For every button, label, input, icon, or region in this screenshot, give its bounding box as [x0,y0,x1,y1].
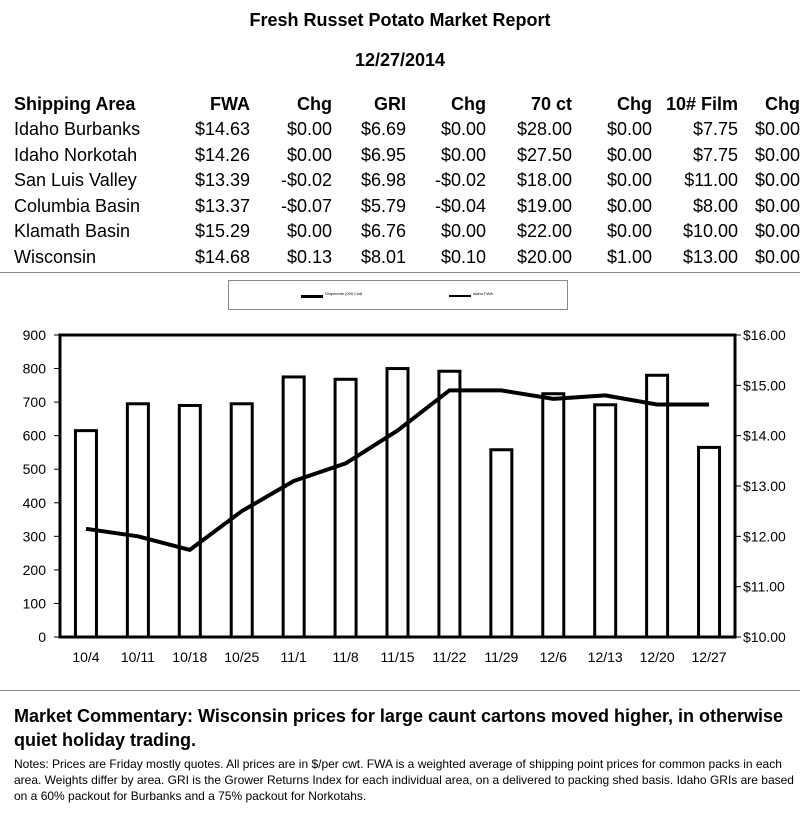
table-cell: $14.63 [194,119,250,140]
x-axis-tick-label: 12/20 [639,649,675,665]
shipments-bar [231,404,252,637]
report-date: 12/27/2014 [354,50,446,70]
table-cell: $0.00 [606,195,652,216]
header-10film-chg: Chg [765,94,800,114]
shipments-bar [543,394,564,637]
header-gri-chg: Chg [451,94,486,114]
table-cell: $5.79 [360,195,406,216]
table-cell: $7.75 [692,144,738,165]
table-cell: Wisconsin [14,246,97,267]
x-axis-tick-label: 11/1 [280,649,307,665]
table-cell: $0.00 [440,221,486,242]
report-title: Fresh Russet Potato Market Report [249,10,551,30]
right-axis-tick-label: $15.00 [743,377,786,394]
x-axis-tick-label: 10/11 [120,649,155,665]
table-cell: Columbia Basin [14,195,141,216]
left-axis-tick-label: 900 [22,327,46,343]
table-cell: $0.00 [754,221,800,242]
table-cell: $0.00 [754,119,800,140]
legend-swatch-idaho-fwa [449,295,471,297]
table-cell: $0.00 [286,119,332,140]
shipments-bar [127,404,148,637]
table-cell: San Luis Valley [14,170,137,191]
x-axis-tick-label: 11/29 [484,649,519,665]
table-row [14,168,800,194]
right-axis-tick-label: $10.00 [743,629,786,645]
table-cell: $0.00 [754,144,800,165]
table-cell: $7.75 [692,119,738,140]
shipments-bar [439,371,460,637]
header-shipping-area: Shipping Area [14,94,136,114]
right-axis-tick-label: $12.00 [743,528,786,545]
table-cell: Klamath Basin [14,221,131,242]
table-cell: -$0.04 [434,195,486,216]
table-row [14,194,800,220]
left-axis-tick-label: 700 [22,394,46,411]
legend-label-shipments: Shipments (000 Cwt) [325,291,363,296]
shipments-bar [595,405,616,637]
table-cell: $0.10 [440,246,486,267]
table-cell: -$0.07 [280,195,332,216]
shipments-bar [283,377,304,637]
shipments-bar [491,450,512,637]
table-row [14,219,800,245]
table-cell: $6.76 [360,221,406,242]
price-table [14,92,800,270]
table-cell: $8.01 [360,246,406,267]
divider-top [0,272,800,273]
market-commentary: Market Commentary: Wisconsin prices for large caunt cartons moved higher, in otherwise quiet holiday trading. [14,706,784,750]
right-axis-tick-label: $14.00 [743,427,786,444]
x-axis-tick-label: 10/18 [172,649,208,665]
header-70ct: 70 ct [530,94,572,114]
table-cell: $0.00 [754,246,800,267]
header-fwa-chg: Chg [297,94,332,114]
x-axis-tick-label: 12/27 [691,649,727,665]
x-axis-tick-label: 10/25 [224,649,260,665]
table-cell: $0.00 [606,221,652,242]
shipments-bar [335,379,356,637]
left-axis-tick-label: 500 [22,461,46,478]
x-axis-tick-label: 11/22 [432,649,467,665]
x-axis-tick-label: 11/8 [332,649,359,665]
x-axis-labels [72,649,726,665]
table-cell: $27.50 [516,144,572,165]
table-cell: $0.00 [286,144,332,165]
table-cell: Idaho Norkotah [14,144,138,165]
table-cell: $10.00 [682,221,738,242]
table-cell: $14.26 [194,144,250,165]
table-cell: $0.00 [440,119,486,140]
table-cell: $6.95 [360,144,406,165]
table-cell: $6.98 [360,170,406,191]
table-row [14,245,800,271]
shipments-bar [75,431,96,637]
x-axis-tick-label: 12/13 [587,649,623,665]
table-row [14,143,800,169]
left-axis-tick-label: 800 [22,360,46,377]
header-70ct-chg: Chg [617,94,652,114]
table-cell: -$0.02 [434,170,486,191]
table-cell: $13.37 [194,195,250,216]
table-cell: $0.00 [754,195,800,216]
table-cell: $0.00 [606,170,652,191]
table-cell: $0.00 [606,144,652,165]
chart-legend [228,280,568,310]
table-cell: $13.39 [194,170,250,191]
table-cell: $13.00 [682,246,738,267]
table-cell: Idaho Burbanks [14,119,141,140]
shipments-bar [387,369,408,637]
left-axis [23,327,60,645]
shipments-bar [647,375,668,637]
table-cell: $22.00 [516,221,572,242]
header-10film: 10# Film [665,94,738,114]
right-axis-tick-label: $16.00 [743,327,786,343]
table-cell: $15.29 [194,221,250,242]
x-axis-tick-label: 11/15 [380,649,415,665]
left-axis-tick-label: 0 [38,629,46,645]
left-axis-tick-label: 600 [22,427,46,444]
table-cell: $0.13 [286,246,332,267]
table-cell: $8.00 [692,195,738,216]
left-axis-tick-label: 200 [22,561,46,578]
table-cell: $0.00 [440,144,486,165]
left-axis-tick-label: 400 [22,494,46,511]
legend-label-idaho-fwa: Idaho FWA [473,291,493,296]
header-fwa: FWA [210,94,250,114]
x-axis-tick-label: 12/6 [539,649,567,665]
right-axis [735,327,786,645]
table-cell: -$0.02 [280,170,332,191]
table-cell: $19.00 [516,195,572,216]
table-cell: $28.00 [516,119,572,140]
combo-chart [0,318,800,680]
table-cell: $0.00 [754,170,800,191]
table-cell: $0.00 [606,119,652,140]
table-cell: $20.00 [516,246,572,267]
shipments-bar [179,405,200,637]
table-row [14,117,800,143]
table-header-row [14,92,800,117]
right-axis-tick-label: $11.00 [743,578,785,595]
left-axis-tick-label: 100 [22,595,46,612]
notes-text: Notes: Prices are Friday mostly quotes. All prices are in $/per cwt. FWA is a weighted average of shipping point prices for common packs in each area. Weights differ by area. GRI is the Grower Returns Index for each individual area, on a delivered to packing shed basis. Idaho GRIs are based on a 60% packout for Burbanks and a 75% packout for Norkotahs. [14,757,794,803]
table-cell: $1.00 [606,246,652,267]
shipments-bars [75,369,719,637]
divider-bottom [0,690,800,691]
table-cell: $6.69 [360,119,406,140]
table-cell: $14.68 [194,246,250,267]
table-cell: $0.00 [286,221,332,242]
x-axis-tick-label: 10/4 [72,649,100,665]
table-cell: $18.00 [516,170,572,191]
table-cell: $11.00 [684,170,738,191]
legend-swatch-shipments [301,295,323,298]
shipments-bar [699,447,720,637]
right-axis-tick-label: $13.00 [743,478,786,494]
left-axis-tick-label: 300 [22,528,46,545]
header-gri: GRI [373,94,406,114]
